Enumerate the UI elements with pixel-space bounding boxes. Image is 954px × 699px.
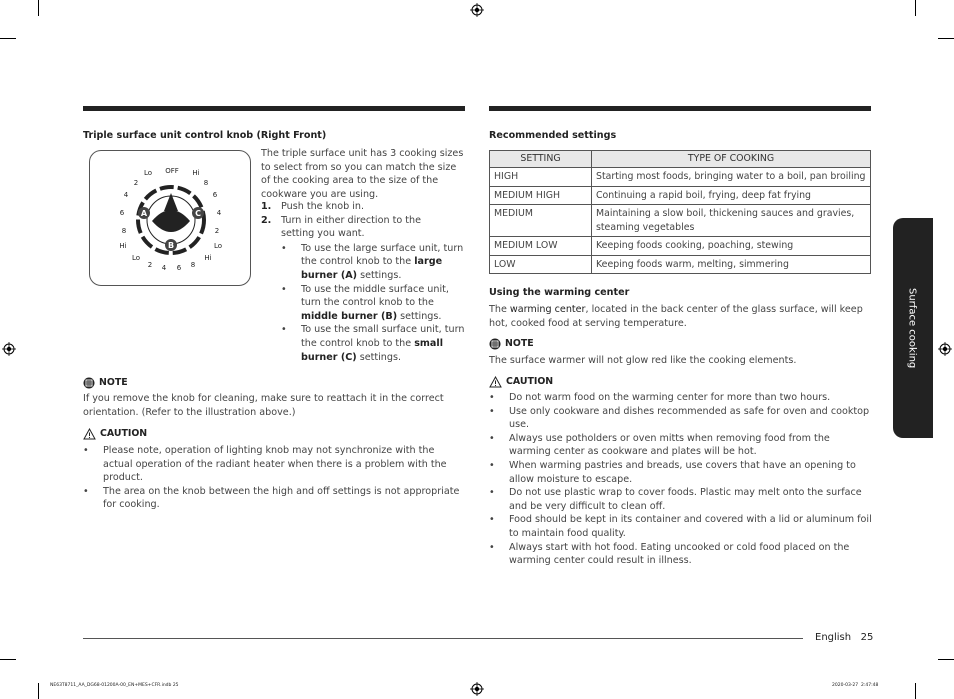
section-bar-left <box>83 106 465 111</box>
knob-number: 2 <box>147 261 153 269</box>
list-item: • Food should be kept in its container and covered with a lid or aluminum foil to maintain food quality. <box>489 514 872 539</box>
section-bar-right <box>489 106 871 111</box>
knob-label-hi: Hi <box>204 254 212 262</box>
note-icon <box>489 338 501 350</box>
recommended-settings-table <box>489 150 871 274</box>
list-item: • Do not use plastic wrap to cover foods. Plastic may melt onto the surface and be very difficult to clean off. <box>489 487 862 512</box>
list-item: • The area on the knob between the high and off settings is not appropriate for cooking. <box>83 485 460 511</box>
table-header-row <box>490 151 871 168</box>
burner-bullet: • To use the middle surface unit, turn the control knob to the middle burner (B) settings. <box>281 283 449 322</box>
knob-number: 6 <box>119 209 125 217</box>
knob-number: 2 <box>214 227 220 235</box>
registration-mark-icon <box>938 342 952 356</box>
caution-title: CAUTION <box>100 428 148 439</box>
knob-zone-b: B <box>167 241 175 250</box>
print-slug-left: NE63T8711_AA_DG68-01200A-00_EN+MES+CFR.indb 25 <box>50 683 179 688</box>
knob-number: 8 <box>121 227 127 235</box>
side-tab-label: Surface cooking <box>906 288 918 369</box>
crop-mark <box>938 659 954 660</box>
control-knob-diagram <box>90 151 250 285</box>
knob-number: 4 <box>216 209 222 217</box>
footer-rule <box>83 638 803 639</box>
knob-number: 4 <box>123 191 129 199</box>
table-row: MEDIUM LOW Keeping foods cooking, poaching, stewing <box>490 237 871 256</box>
note-heading <box>489 337 534 351</box>
knob-steps <box>261 200 471 364</box>
crop-mark <box>915 683 916 699</box>
footer-page-info <box>815 631 873 645</box>
crop-mark <box>0 659 16 660</box>
burner-bullet: • To use the large surface unit, turn the control knob to the large burner (A) settings. <box>281 242 464 281</box>
knob-number: 6 <box>212 191 218 199</box>
knob-number: 2 <box>133 179 139 187</box>
knob-number: 4 <box>161 264 167 272</box>
list-item: • When warming pastries and breads, use covers that have an opening to allow moisture to escape. <box>489 459 856 485</box>
crop-mark <box>915 0 916 16</box>
note-text: If you remove the knob for cleaning, make sure to reattach it in the correct orientation. (Refer to the illustration above.) <box>83 393 444 418</box>
table-header: TYPE OF COOKING <box>592 151 871 168</box>
caution-list-left <box>83 444 465 512</box>
knob-label-lo: Lo <box>131 254 141 262</box>
note-title: NOTE <box>505 338 534 349</box>
knob-pointer-icon <box>164 193 178 211</box>
warming-text: The warming center, located in the back center of the glass surface, will keep hot, cooked food at serving temperature. <box>489 304 863 329</box>
list-item: • Always use potholders or oven mitts when removing food from the warming center as cookware and plates will be hot. <box>489 432 830 458</box>
caution-heading <box>83 427 147 441</box>
table-row: MEDIUM HIGH Continuing a rapid boil, frying, deep fat frying <box>490 186 871 205</box>
table-row: MEDIUM Maintaining a slow boil, thickening sauces and gravies, steaming vegetables <box>490 205 871 237</box>
list-item: • Please note, operation of lighting knob may not synchronize with the actual operation of the radiant heater when there is a problem with the product. <box>83 445 447 484</box>
warning-triangle-icon <box>489 376 502 388</box>
caution-list-right <box>489 391 873 568</box>
list-item: • Do not warm food on the warming center for more than two hours. <box>489 392 831 403</box>
burner-bullet: • To use the small surface unit, turn the control knob to the small burner (C) settings. <box>281 324 465 363</box>
knob-label-lo: Lo <box>213 242 223 250</box>
knob-number: 8 <box>190 261 196 269</box>
caution-title: CAUTION <box>506 376 554 387</box>
note-icon <box>83 377 95 389</box>
knob-number: 8 <box>203 179 209 187</box>
knob-intro: The triple surface unit has 3 cooking sizes to select from so you can match the size of the cooking area to the size of the cookware you are using. <box>261 148 464 200</box>
knob-label-lo: Lo <box>143 169 153 177</box>
step-number: 2. <box>261 214 272 226</box>
note-heading <box>83 376 128 390</box>
settings-heading: Recommended settings <box>489 130 617 141</box>
list-item: • Always start with hot food. Eating uncooked or cold food placed on the warming center could result in illness. <box>489 541 850 567</box>
list-item: • Use only cookware and dishes recommended as safe for oven and cooktop use. <box>489 405 870 431</box>
registration-mark-icon <box>470 682 484 696</box>
crop-mark <box>38 683 39 699</box>
warning-triangle-icon <box>83 428 96 440</box>
step-text: Push the knob in. <box>281 201 365 212</box>
table-row: LOW Keeping foods warm, melting, simmering <box>490 255 871 274</box>
note-title: NOTE <box>99 377 128 388</box>
crop-mark <box>0 38 16 39</box>
step-text: Turn in either direction to the setting you want. <box>281 214 422 240</box>
knob-illustration-frame <box>89 150 251 286</box>
crop-mark <box>938 38 954 39</box>
step-item <box>261 214 471 241</box>
print-slug-right: 2020-03-27 ￼ 2:47:48 <box>832 683 879 688</box>
table-row: HIGH Starting most foods, bringing water to a boil, pan broiling <box>490 168 871 187</box>
registration-mark-icon <box>2 342 16 356</box>
step-item <box>261 200 471 214</box>
registration-mark-icon <box>470 3 484 17</box>
knob-heading: Triple surface unit control knob (Right Front) <box>83 130 327 141</box>
caution-heading <box>489 375 553 389</box>
knob-zone-c: C <box>195 209 201 218</box>
knob-label-hi: Hi <box>119 242 127 250</box>
step-number: 1. <box>261 201 272 212</box>
note-text: The surface warmer will not glow red like the cooking elements. <box>489 355 797 366</box>
knob-zone-a: A <box>140 209 148 218</box>
knob-label-off: OFF <box>165 167 179 175</box>
crop-mark <box>38 0 39 16</box>
table-header: SETTING <box>490 151 592 168</box>
warming-heading: Using the warming center <box>489 287 630 298</box>
footer-language: English <box>815 632 852 643</box>
knob-number: 6 <box>176 264 182 272</box>
page-number: 25 <box>860 632 874 643</box>
knob-grip-icon <box>152 210 190 232</box>
knob-label-hi: Hi <box>192 169 200 177</box>
